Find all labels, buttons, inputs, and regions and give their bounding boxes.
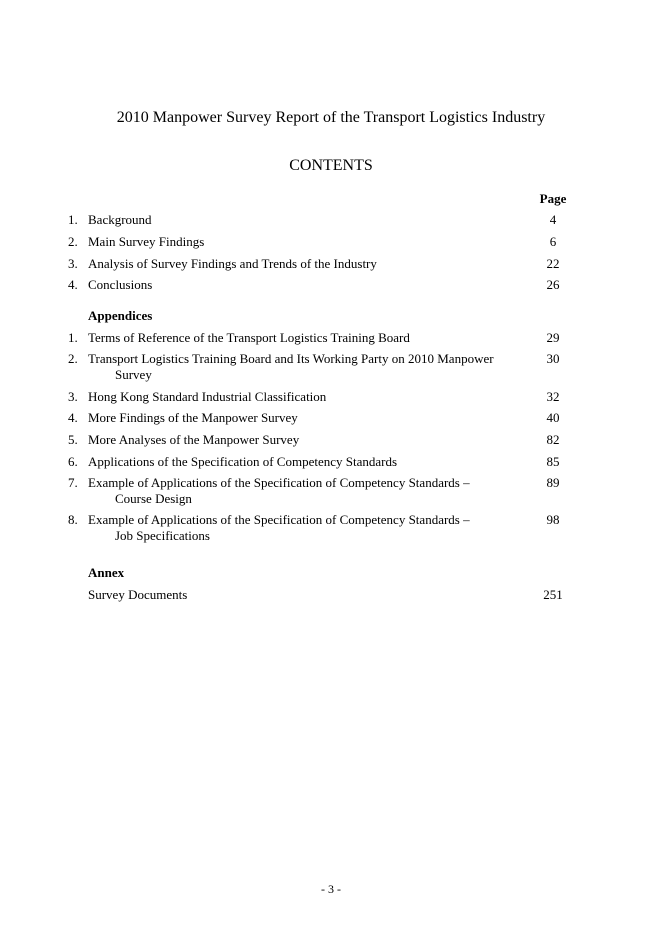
toc-page: 22 xyxy=(546,256,560,271)
toc-page: 32 xyxy=(546,389,560,404)
toc-page: 26 xyxy=(546,277,560,292)
toc-number: 2. xyxy=(68,351,78,366)
toc-label-continuation: Course Design xyxy=(115,491,192,506)
page-column-label: Page xyxy=(539,191,567,206)
toc-label-continuation: Job Specifications xyxy=(115,528,210,543)
toc-label-line: Transport Logistics Training Board and Its Working Party on 2010 Manpower xyxy=(88,351,494,366)
toc-label: Hong Kong Standard Industrial Classification xyxy=(88,389,327,404)
toc-label-continuation: Survey xyxy=(115,367,152,382)
toc-number: 7. xyxy=(68,475,78,490)
toc-label xyxy=(88,475,522,507)
toc-number: 8. xyxy=(68,512,78,527)
toc-page: 4 xyxy=(549,212,557,227)
toc-label: Survey Documents xyxy=(88,587,188,602)
toc-page: 85 xyxy=(546,454,560,469)
toc-page: 6 xyxy=(549,234,557,249)
toc-number: 1. xyxy=(68,330,78,345)
toc-page: 30 xyxy=(546,351,560,366)
toc-number: 5. xyxy=(68,432,78,447)
toc-number: 1. xyxy=(68,212,78,227)
toc-label-line: Example of Applications of the Specification of Competency Standards – xyxy=(88,512,470,527)
toc-label: Applications of the Specification of Competency Standards xyxy=(88,454,398,469)
toc-page: 98 xyxy=(546,512,560,527)
toc-page: 89 xyxy=(546,475,560,490)
toc-page: 82 xyxy=(546,432,560,447)
contents-heading: CONTENTS xyxy=(289,157,373,174)
toc-label xyxy=(88,512,522,544)
toc-label: Terms of Reference of the Transport Logistics Training Board xyxy=(88,330,410,345)
page-number-footer: - 3 - xyxy=(321,882,341,896)
toc-number: 3. xyxy=(68,389,78,404)
toc-number: 6. xyxy=(68,454,78,469)
toc-number: 4. xyxy=(68,277,78,292)
toc-label: More Analyses of the Manpower Survey xyxy=(88,432,300,447)
toc-number: 4. xyxy=(68,410,78,425)
toc-page: 29 xyxy=(546,330,560,345)
appendices-heading: Appendices xyxy=(88,308,153,323)
toc-label: Conclusions xyxy=(88,277,153,292)
toc-label-line: Example of Applications of the Specification of Competency Standards – xyxy=(88,475,470,490)
toc-label: More Findings of the Manpower Survey xyxy=(88,410,298,425)
toc-label xyxy=(88,351,522,383)
toc-number: 3. xyxy=(68,256,78,271)
toc-page: 40 xyxy=(546,410,560,425)
toc-page: 251 xyxy=(543,587,563,602)
toc-label: Main Survey Findings xyxy=(88,234,205,249)
toc-number: 2. xyxy=(68,234,78,249)
toc-label: Background xyxy=(88,212,152,227)
toc-label: Analysis of Survey Findings and Trends of the Industry xyxy=(88,256,377,271)
annex-heading: Annex xyxy=(88,565,125,580)
document-title: 2010 Manpower Survey Report of the Transport Logistics Industry xyxy=(116,109,546,126)
